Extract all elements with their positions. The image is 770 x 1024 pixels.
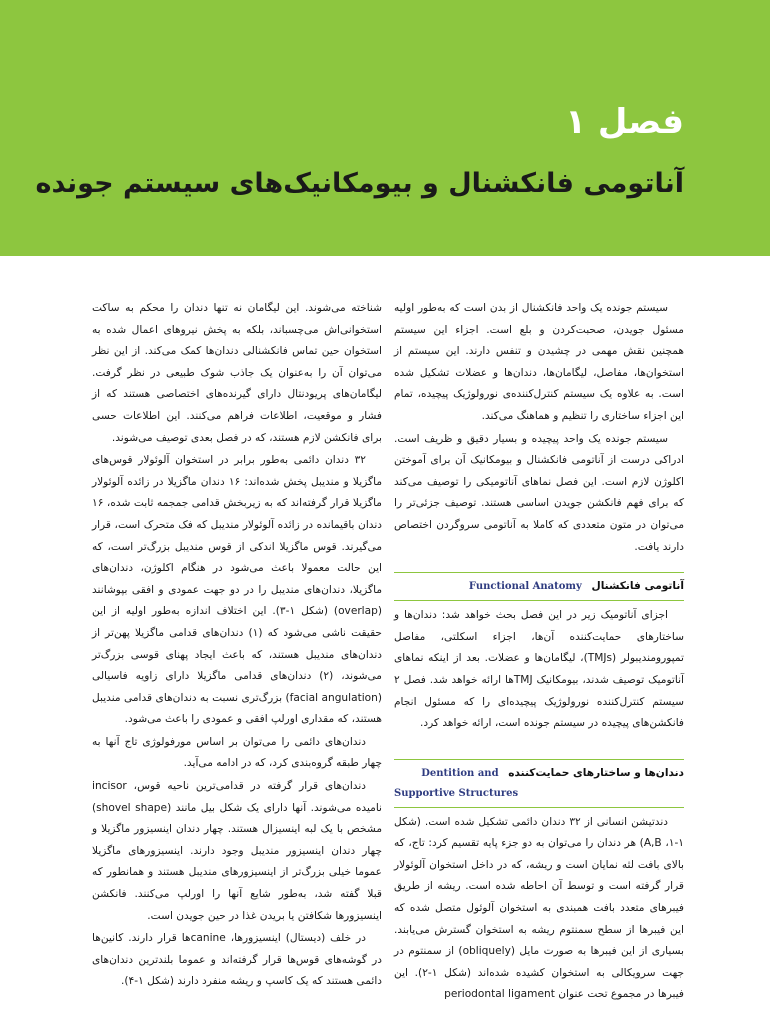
section-heading-en: Dentition and xyxy=(421,767,499,779)
left-paragraph-2: ۳۲ دندان دائمی به‌طور برابر در استخوان آلوئولار قوس‌های ماگزیلا و مندیبل پخش شده‌اند: ۱۶ دندان ماگزیلا در زائده آلوئولار ماگزیلا قرار گرفته‌اند که به زیربخش قدامی جمجمه ثابت شده، ۱۶ دندان باقیمانده در زائده آلوئولار مندیبل که فک متحرک است، قرار می‌گیرند. قوس ماگزیلا اندکی از قوس مندیبل بزرگ‌تر است، که این حالت معمولا باعث می‌شود در هنگام اکلوژن، دندان‌های ماگزیلا، دندان‌های مندیبل را در دو جهت عمودی و افقی بپوشانند (overlap) (شکل ۱-۳). این اختلاف اندازه به‌طور اولیه از این حقیقت ناشی می‌شود که (۱) دندان‌های قدامی ماگزیلا پهن‌تر از دندان‌های مندیبل هستند، که باعث ایجاد پهنای قوسی بزرگ‌تر می‌شوند، (۲) دندان‌های قدامی ماگزیلا دارای زاویه فاسیالی (facial angulation) بزرگ‌تری نسبت به دندان‌های قدامی مندیبل هستند، که مقداری اورلپ افقی و عمودی را باعث می‌شود. xyxy=(92,454,383,726)
section-heading-en: Functional Anatomy xyxy=(468,581,582,593)
left-paragraph-3: دندان‌های دائمی را می‌توان بر اساس مورفولوژی تاج آنها به چهار طبقه گروه‌بندی کرد، که در ادامه می‌آید. xyxy=(92,735,382,770)
section2-paragraph: دندتیشن انسانی از ۳۲ دندان دائمی تشکیل شده است. (شکل ۱-۱، A,B) هر دندان را می‌توان به دو جزء پایه تقسیم کرد: تاج، که بالای بافت لثه نمایان است و ریشه، که در داخل استخوان آلوئولار قرار گرفته است و توسط آن احاطه شده است. ریشه از طریق فیبرهای متعدد بافت همبندی به استخوان آلوئول متصل شده که این فیبرها از سطح سمنتوم ریشه به استخوان گسترش می‌یابند. بسیاری از این فیبرها به صورت مایل (obliquely) از سمنتوم در جهت سرویکالی به استخوان کشیده شده‌اند (شکل ۱-۲). این فیبرها در مجموع تحت عنوان periodontal ligament xyxy=(394,815,684,1001)
intro-paragraph-2: سیستم جونده یک واحد پیچیده و بسیار دقیق و ظریف است. ادراکی درست از آناتومی فانکشنال و بیومکانیک آن برای آموختن اکلوژن لازم است. این فصل نماهای آناتومیکی را توصیف می‌کند که برای فهم فانکشن جویدن اساسی هستند. توصیف جزئی‌تر را می‌توان در متون متعددی که کاملا به آناتومی سروگردن اختصاص دارند یافت. xyxy=(394,432,684,553)
section-heading-functional-anatomy xyxy=(394,572,684,601)
left-paragraph-1: شناخته می‌شوند. این لیگامان نه تنها دندان را محکم به ساکت استخوانی‌اش می‌چسباند، بلکه به پخش نیروهای اعمال شده به استخوان حین تماس فانکشنالی دندان‌ها کمک می‌کند. از این نظر می‌توان آن را به‌عنوان یک جاذب شوک طبیعی در نظر گرفت. لیگامان‌های پریودنتال دارای گیرنده‌های اختصاصی هستند که از فشار و موقعیت، اطلاعات فراهم می‌کنند. این اطلاعات حسی برای فانکشن لازم هستند، که در فصل بعدی توصیف می‌شوند. xyxy=(92,302,382,444)
chapter-number: فصل ۱ xyxy=(565,102,684,142)
chapter-header xyxy=(0,0,770,256)
left-column xyxy=(92,298,382,994)
right-column xyxy=(394,298,684,1007)
section-heading-fa: آناتومی فانکشنال xyxy=(591,580,684,593)
intro-paragraph-1: سیستم جونده یک واحد فانکشنال از بدن است که به‌طور اولیه مسئول جویدن، صحبت‌کردن و بلع است. اجزاء این سیستم همچنین نقش مهمی در چشیدن و تنفس دارند. این سیستم از استخوان‌ها، مفاصل، لیگامان‌ها، دندان‌ها و عضلات تشکیل شده است. به علاوه یک سیستم کنترل‌کننده‌ی نورولوژیک پیچیده، تمام این اجزاء ساختاری را تنظیم و هماهنگ می‌کند. xyxy=(394,302,684,422)
section-heading-en-line2: Supportive Structures xyxy=(394,787,519,799)
left-paragraph-4: دندان‌های قرار گرفته در قدامی‌ترین ناحیه قوس، incisor نامیده می‌شوند. آنها دارای یک شکل بیل مانند (shovel shape) مشخص با یک لبه اینسیزال هستند. چهار دندان اینسیزور ماگزیلا و چهار دندان اینسیزور مندیبل وجود دارند. اینسیزورهای ماگزیلا عموما خیلی بزرگ‌تر از اینسیزورهای مندیبل هستند و همانطور که قبلا گفته شد، به‌طور شایع آنها را اورلپ می‌کنند. فانکشن اینسیزورها شکافتن یا بریدن غذا در حین جویدن است. xyxy=(92,780,383,922)
chapter-title: آناتومی فانکشنال و بیومکانیک‌های سیستم جونده xyxy=(35,168,684,199)
section-heading-fa: دندان‌ها و ساختارهای حمایت‌کننده xyxy=(508,766,684,779)
left-paragraph-5: در خلف (دیستال) اینسیزورها، canineها قرار دارند. کانین‌ها در گوشه‌های قوس‌ها قرار گرفته‌اند و عموما بلندترین دندان‌های دائمی هستند که یک کاسپ و ریشه منفرد دارند (شکل ۱-۴). xyxy=(92,932,382,988)
section1-paragraph: اجزای آناتومیک زیر در این فصل بحث خواهد شد: دندان‌ها و ساختارهای حمایت‌کننده آن‌ها، اجزاء اسکلتی، مفاصل تمپورومندیبولر (TMJs)، لیگامان‌ها و عضلات. بعد از اینکه نماهای آناتومیک توصیف شدند، بیومکانیک TMJها ارائه خواهد شد. فصل ۲ سیستم کنترل‌کننده نورولوژیک پیچیده‌ای را که مسئول انجام فانکشن‌های پیچیده در سیستم جونده است، ارائه خواهد کرد. xyxy=(394,609,684,730)
section-heading-dentition xyxy=(394,759,684,808)
